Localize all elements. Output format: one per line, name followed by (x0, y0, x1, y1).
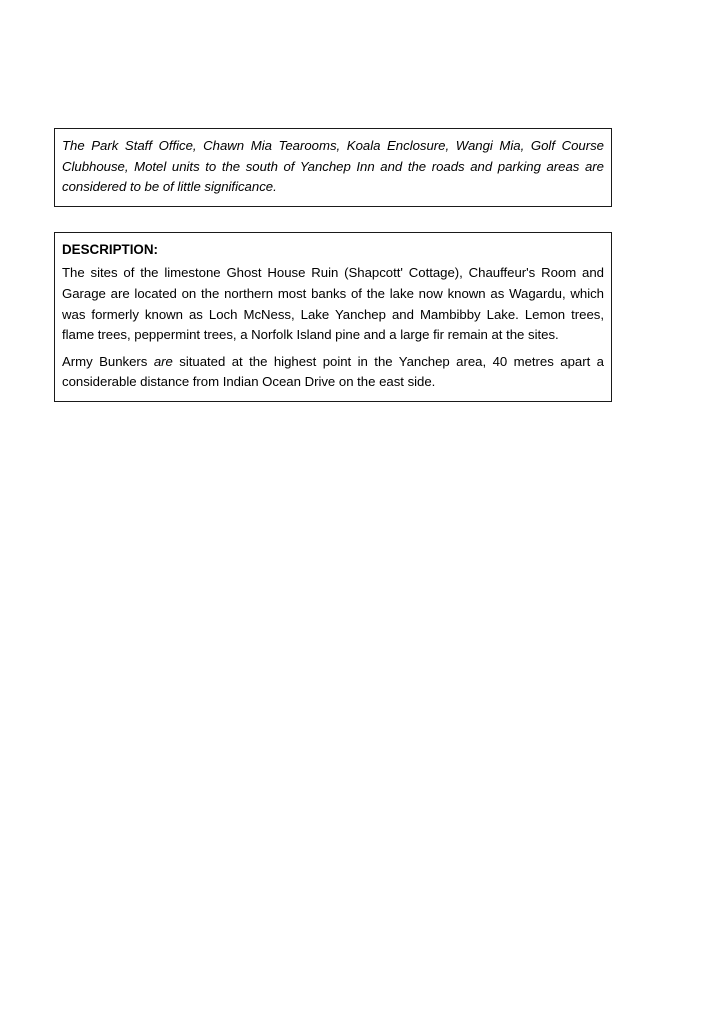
description-paragraph-2-suffix: situated at the highest point in the Yanchep area, 40 metres apart a considerable distance from Indian Ocean Drive on the east side. (62, 353, 604, 390)
significance-statement-text: The Park Staff Office, Chawn Mia Tearooms, Koala Enclosure, Wangi Mia, Golf Course Clubhouse, Motel units to the south of Yanchep Inn and the roads and parking areas are considered to be of little significance. (62, 138, 604, 195)
description-box (54, 232, 612, 402)
description-paragraph-2 (62, 352, 604, 393)
description-paragraph-2-prefix: Army Bunkers (62, 353, 154, 369)
description-paragraph-2-emphasis: are (153, 353, 173, 369)
significance-statement-box (54, 128, 612, 207)
description-heading: DESCRIPTION: (62, 241, 158, 257)
description-paragraph-1: The sites of the limestone Ghost House Ruin (Shapcott' Cottage), Chauffeur's Room and Garage are located on the northern most banks of the lake now known as Wagardu, which was formerly known as Loch McNess, Lake Yanchep and Mambibby Lake. Lemon trees, flame trees, peppermint trees, a Norfolk Island pine and a large fir remain at the sites. (62, 265, 604, 343)
document-content-column (54, 128, 612, 402)
